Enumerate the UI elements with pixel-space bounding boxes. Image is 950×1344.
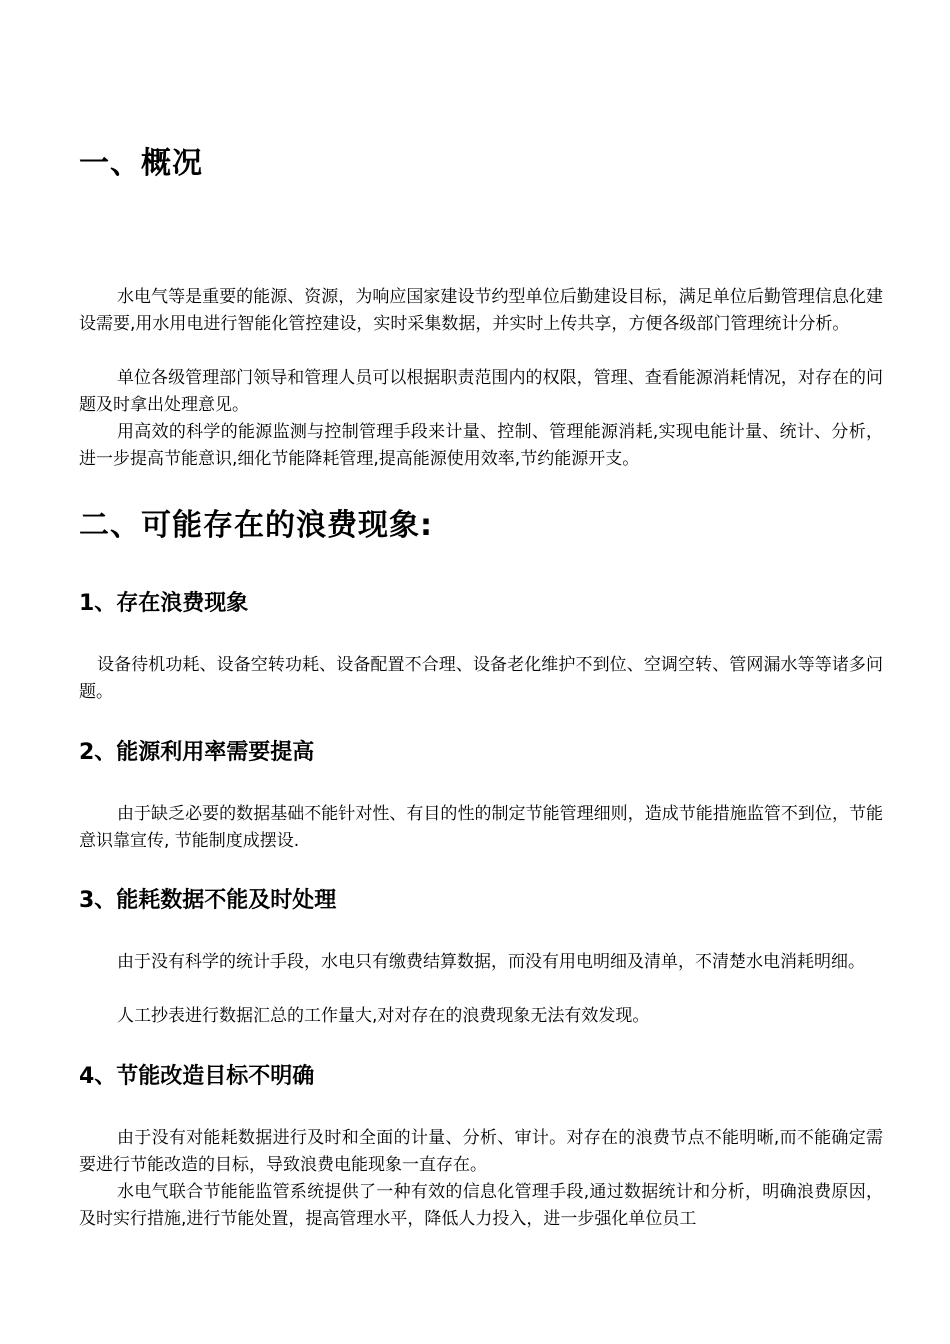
section-2-heading: 二、可能存在的浪费现象: bbox=[79, 508, 433, 543]
subsection-3-heading: 3、能耗数据不能及时处理 bbox=[79, 888, 337, 913]
section-1-paragraph-3: 用高效的科学的能源监测与控制管理手段来计量、控制、管理能源消耗,实现电能计量、统计、分析， 进一步提高节能意识,细化节能降耗管理,提高能源使用效率,节约能源开支。 bbox=[79, 422, 883, 469]
subsection-1-heading: 1、存在浪费现象 bbox=[79, 591, 249, 616]
section-1-paragraph-1: 水电气等是重要的能源、资源，为响应国家建设节约型单位后勤建设目标，满足单位后勤管理信息化建设需要,用水用电进行智能化管控建设，实时采集数据，并实时上传共享，方便各级部门管理统计分析。 bbox=[79, 287, 883, 334]
subsection-3-paragraph-1: 由于没有科学的统计手段，水电只有缴费结算数据，而没有用电明细及清单，不清楚水电消耗明细。 bbox=[117, 952, 865, 972]
subsection-2-paragraph-1: 由于缺乏必要的数据基础不能针对性、有目的性的制定节能管理细则，造成节能措施监管不到位，节能意识靠宣传, 节能制度成摆设. bbox=[79, 804, 883, 851]
subsection-2-heading: 2、能源利用率需要提高 bbox=[79, 740, 315, 765]
subsection-4-heading: 4、节能改造目标不明确 bbox=[79, 1064, 315, 1089]
section-1-paragraph-2: 单位各级管理部门领导和管理人员可以根据职责范围内的权限，管理、查看能源消耗情况，对存在的问题及时拿出处理意见。 bbox=[79, 368, 883, 415]
section-1-heading: 一、概况 bbox=[79, 146, 203, 181]
subsection-4-paragraph-1: 由于没有对能耗数据进行及时和全面的计量、分析、审计。对存在的浪费节点不能明晰,而不能确定需要进行节能改造的目标，导致浪费电能现象一直存在。 bbox=[79, 1128, 883, 1175]
subsection-3-paragraph-2: 人工抄表进行数据汇总的工作量大,对对存在的浪费现象无法有效发现。 bbox=[117, 1006, 650, 1026]
subsection-1-paragraph-1: 设备待机功耗、设备空转功耗、设备配置不合理、设备老化维护不到位、空调空转、管网漏水等等诸多问题。 bbox=[79, 655, 883, 702]
subsection-4-paragraph-2: 水电气联合节能能监管系统提供了一种有效的信息化管理手段,通过数据统计和分析，明确浪费原因，及时实行措施,进行节能处置，提高管理水平，降低人力投入，进一步强化单位员工 bbox=[79, 1182, 883, 1229]
